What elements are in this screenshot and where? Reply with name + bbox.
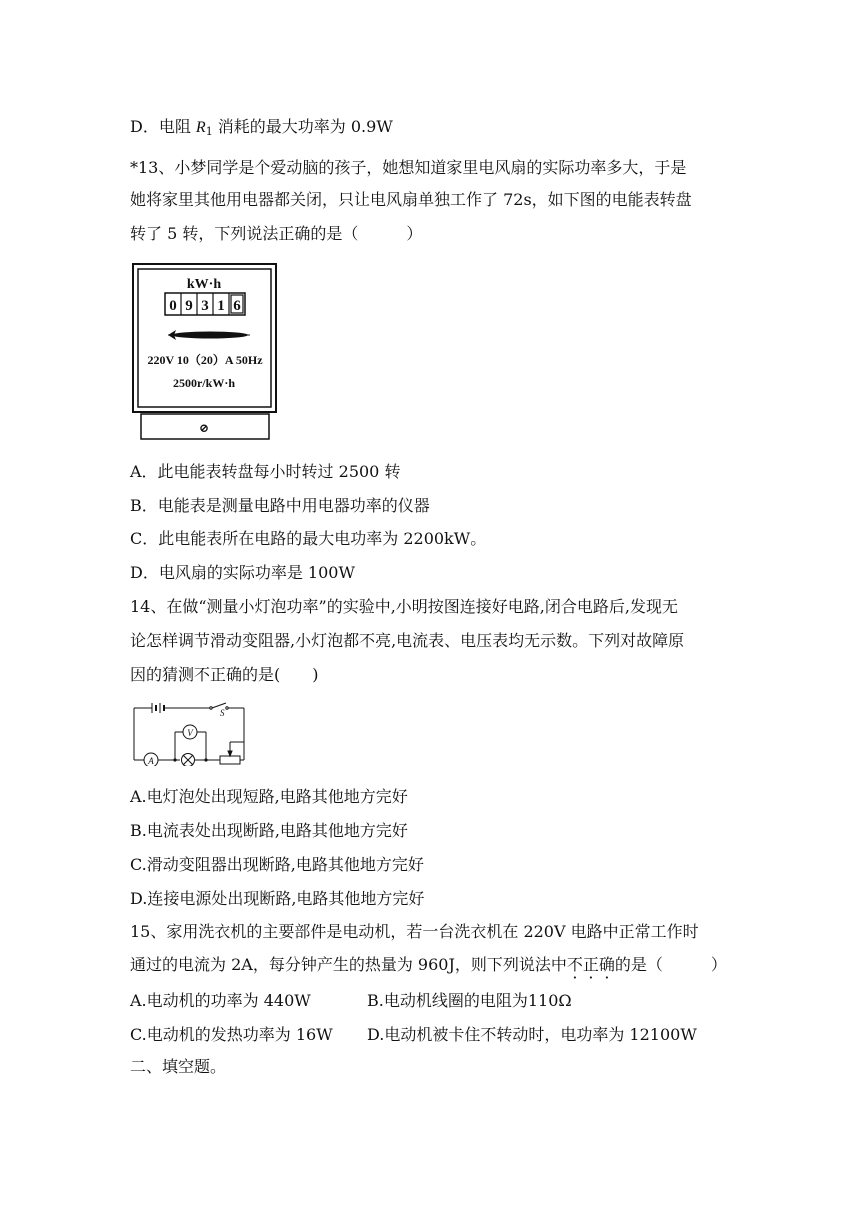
meter-digits — [165, 293, 245, 315]
circuit-diagram — [130, 700, 248, 766]
q15-option-a: A.电动机的功率为 440W — [130, 991, 311, 1010]
meter-digit: 0 — [169, 298, 177, 314]
q13-option-b: B．电能表是测量电路中用电器功率的仪器 — [130, 496, 430, 515]
ammeter-label: A — [148, 756, 154, 766]
q15-option-d: D.电动机被卡住不转动时，电功率为 12100W — [367, 1025, 697, 1044]
meter-digit: 9 — [185, 298, 193, 314]
q13-option-c: C．此电能表所在电路的最大电功率为 2200kW。 — [130, 529, 487, 548]
q15-option-b: B.电动机线圈的电阻为110Ω — [367, 991, 572, 1010]
voltmeter-label: V — [187, 728, 193, 738]
q14-stem-line1: 14、在做“测量小灯泡功率”的实验中,小明按图连接好电路,闭合电路后,发现无 — [130, 597, 678, 616]
q13-stem-line3: 转了 5 转，下列说法正确的是（ ） — [130, 224, 423, 243]
meter-digit: 1 — [217, 298, 225, 314]
q14-option-c: C.滑动变阻器出现断路,电路其他地方完好 — [130, 855, 424, 874]
q12-option-d: D．电阻 $R_1$ 消耗的最大功率为 0.9W — [130, 117, 393, 138]
meter-terminal-symbol: ⊘ — [198, 421, 210, 435]
q13-option-d: D．电风扇的实际功率是 100W — [130, 563, 355, 582]
emphasis-char: 正 — [582, 955, 599, 974]
electric-meter-figure — [132, 263, 277, 441]
resistor-symbol: R — [195, 119, 206, 136]
emphasis-char: 不 — [566, 955, 583, 974]
meter-rotating-disk — [168, 330, 250, 340]
meter-digit: 3 — [201, 298, 209, 314]
q15-option-c: C.电动机的发热功率为 16W — [130, 1025, 333, 1044]
q13-stem-line1: *13、小梦同学是个爱动脑的孩子，她想知道家里电风扇的实际功率多大，于是 — [130, 158, 687, 177]
q13-option-a: A．此电能表转盘每小时转过 2500 转 — [130, 462, 401, 481]
meter-constant: 2500r/kW·h — [172, 376, 236, 390]
q14-option-a: A.电灯泡处出现短路,电路其他地方完好 — [130, 787, 408, 806]
switch-label: S — [220, 708, 225, 718]
meter-spec: 220V 10（20）A 50Hz — [147, 353, 263, 367]
q14-stem-line2: 论怎样调节滑动变阻器,小灯泡都不亮,电流表、电压表均无示数。下列对故障原 — [130, 631, 685, 650]
meter-digit: 6 — [233, 298, 241, 314]
q13-stem-line2: 她将家里其他用电器都关闭，只让电风扇单独工作了 72s，如下图的电能表转盘 — [130, 190, 692, 209]
q14-stem-line3: 因的猜测不正确的是( ) — [130, 665, 319, 684]
q14-option-b: B.电流表处出现断路,电路其他地方完好 — [130, 821, 408, 840]
q15-stem-line2: 通过的电流为 2A，每分钟产生的热量为 960J，则下列说法中不正确的是（ ） — [130, 955, 727, 974]
emphasis-char: 确 — [598, 955, 615, 974]
q14-option-d: D.连接电源处出现断路,电路其他地方完好 — [130, 889, 425, 908]
section-fill-in-blank-heading: 二、填空题。 — [130, 1057, 227, 1076]
q15-stem-line1: 15、家用洗衣机的主要部件是电动机，若一台洗衣机在 220V 电路中正常工作时 — [130, 922, 699, 941]
meter-unit: kW·h — [186, 277, 222, 292]
